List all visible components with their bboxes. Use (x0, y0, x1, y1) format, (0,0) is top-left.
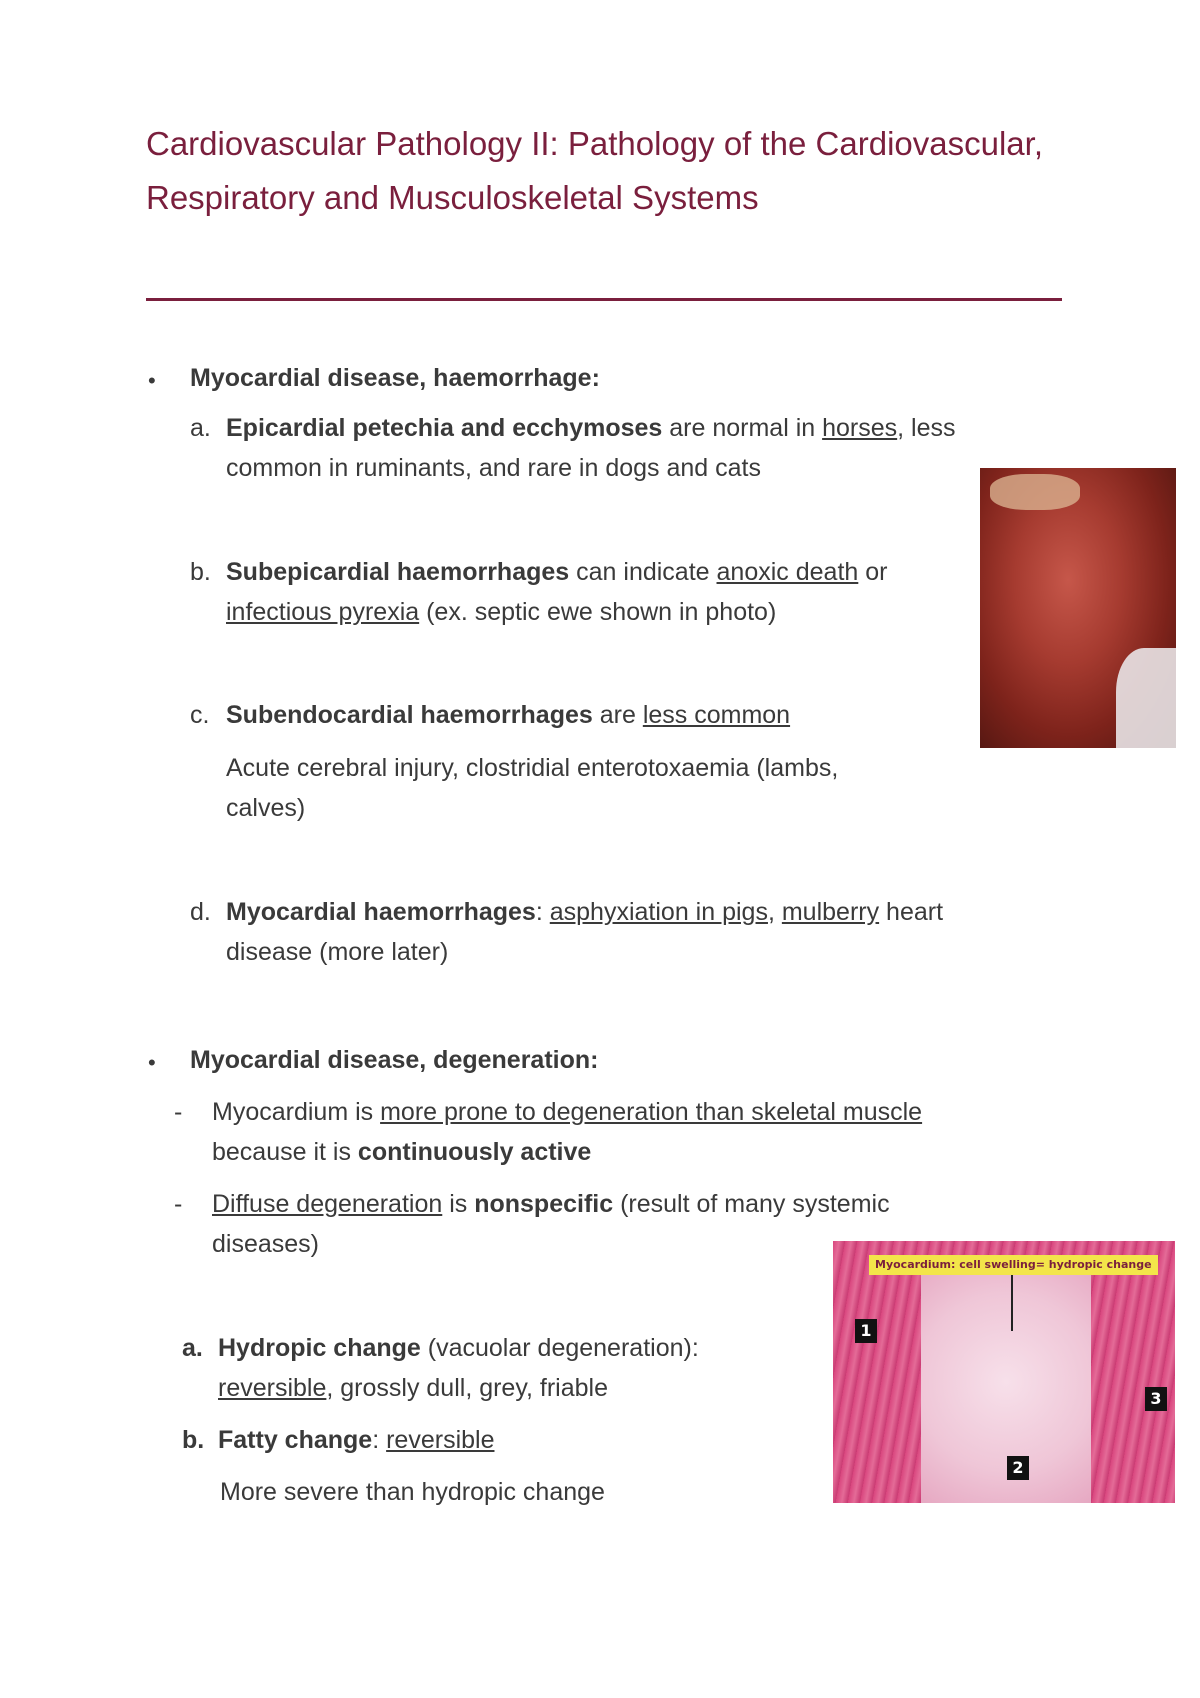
list-marker: d. (190, 898, 211, 926)
list-marker: a. (190, 414, 211, 442)
dash-item-continuation: diseases) (212, 1230, 319, 1258)
list-item: Fatty change: reversible (218, 1426, 495, 1454)
dash-marker: - (174, 1190, 183, 1218)
heart-photo (980, 468, 1176, 748)
list-item: Subepicardial haemorrhages can indicate anoxic death or (226, 558, 888, 586)
list-marker: a. (182, 1334, 203, 1362)
pointer-arrow-icon (1011, 1275, 1013, 1331)
title-divider (146, 298, 1062, 301)
list-marker: c. (190, 701, 210, 729)
list-item-continuation: common in ruminants, and rare in dogs and cats (226, 454, 761, 482)
page-title: Cardiovascular Pathology II: Pathology of the Cardiovascular, Respiratory and Musculoskeletal Systems (146, 125, 1043, 216)
list-item-note: More severe than hydropic change (220, 1478, 605, 1506)
dash-item-continuation: because it is continuously active (212, 1138, 592, 1166)
list-item: Myocardial haemorrhages: asphyxiation in pigs, mulberry heart (226, 898, 944, 926)
list-item-note: calves) (226, 794, 306, 822)
list-item: Subendocardial haemorrhages are less common (226, 701, 791, 729)
section-heading-degeneration: Myocardial disease, degeneration: (190, 1046, 599, 1074)
list-item: Hydropic change (vacuolar degeneration): (218, 1334, 699, 1362)
histology-label: 1 (855, 1319, 877, 1343)
histology-photo (833, 1241, 1175, 1503)
list-item-note: Acute cerebral injury, clostridial enterotoxaemia (lambs, (226, 754, 839, 782)
histology-label: 3 (1145, 1387, 1167, 1411)
section-heading-haemorrhage: Myocardial disease, haemorrhage: (190, 364, 600, 392)
list-item: Epicardial petechia and ecchymoses are normal in horses, less (226, 414, 956, 442)
bullet-icon: • (148, 1050, 156, 1075)
list-marker: b. (190, 558, 211, 586)
dash-marker: - (174, 1098, 183, 1126)
bullet-icon: • (148, 368, 156, 393)
list-item-continuation: reversible, grossly dull, grey, friable (218, 1374, 608, 1402)
list-marker: b. (182, 1426, 205, 1454)
histology-label: 2 (1007, 1456, 1029, 1480)
dash-item: Myocardium is more prone to degeneration than skeletal muscle (212, 1098, 923, 1126)
histology-caption: Myocardium: cell swelling= hydropic change (869, 1255, 1158, 1275)
dash-item: Diffuse degeneration is nonspecific (result of many systemic (212, 1190, 890, 1218)
list-item-continuation: infectious pyrexia (ex. septic ewe shown in photo) (226, 598, 777, 626)
list-item-continuation: disease (more later) (226, 938, 449, 966)
